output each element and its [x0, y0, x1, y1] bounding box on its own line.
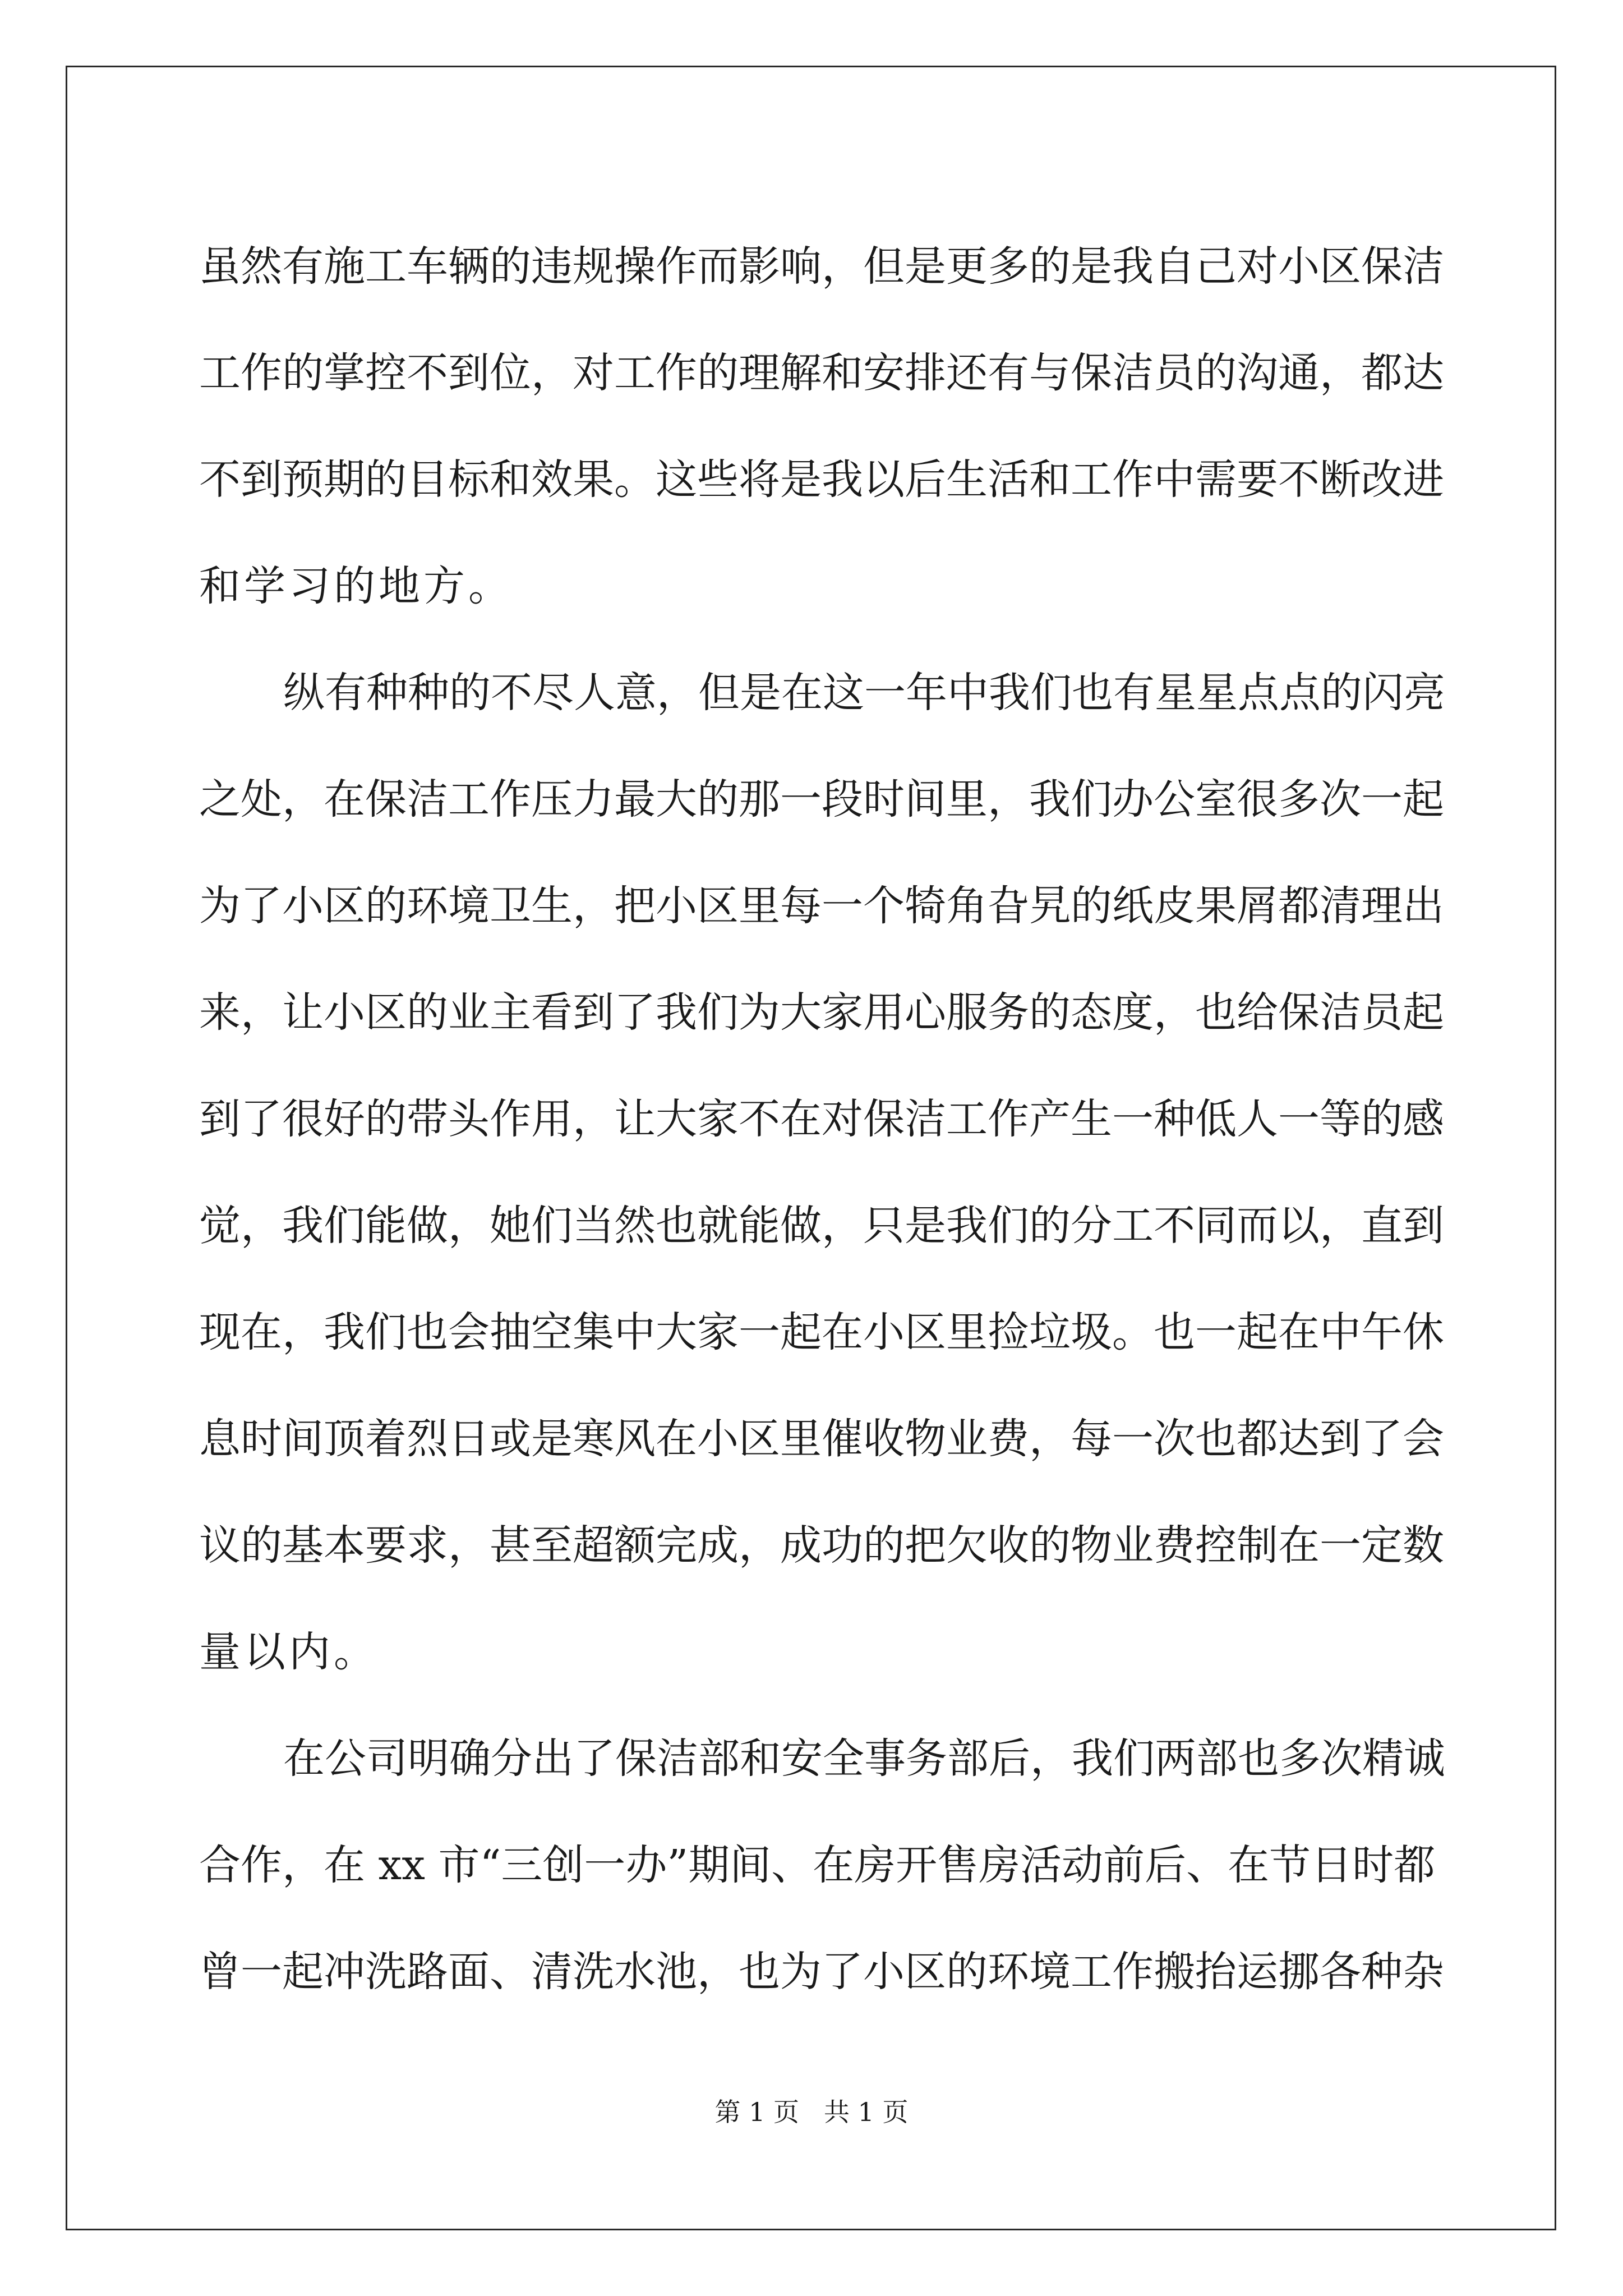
text-line: 之处，在保洁工作压力最大的那一段时间里，我们办公室很多次一起 [199, 775, 1444, 823]
text-line: 在公司明确分出了保洁部和安全事务部后，我们两部也多次精诚 [283, 1734, 1445, 1783]
page-total: 共 1 页 [823, 2097, 909, 2127]
text-line: 息时间顶着烈日或是寒风在小区里催收物业费，每一次也都达到了会 [199, 1415, 1444, 1463]
page-footer [0, 2095, 1623, 2129]
text-line: 量以内。 [199, 1628, 379, 1676]
text-line: 议的基本要求，甚至超额完成，成功的把欠收的物业费控制在一定数 [199, 1521, 1444, 1570]
text-line: 现在，我们也会抽空集中大家一起在小区里捡垃圾。也一起在中午休 [199, 1308, 1444, 1356]
text-line: 来，让小区的业主看到了我们为大家用心服务的态度，也给保洁员起 [199, 988, 1444, 1037]
document-body [199, 213, 1445, 2025]
text-line: 虽然有施工车辆的违规操作而影响，但是更多的是我自己对小区保洁 [199, 242, 1444, 291]
text-line: 曾一起冲洗路面、清洗水池，也为了小区的环境工作搬抬运挪各种杂 [199, 1948, 1444, 1996]
text-line: 觉，我们能做，她们当然也就能做，只是我们的分工不同而以，直到 [199, 1202, 1444, 1250]
text-line: 不到预期的目标和效果。这些将是我以后生活和工作中需要不断改进 [199, 455, 1444, 504]
text-line: 为了小区的环境卫生，把小区里每一个犄角旮旯的纸皮果屑都清理出 [199, 882, 1444, 930]
page-number: 第 1 页 [714, 2097, 800, 2127]
text-line: 到了很好的带头作用，让大家不在对保洁工作产生一种低人一等的感 [199, 1095, 1444, 1143]
text-line: 工作的掌控不到位，对工作的理解和安排还有与保洁员的沟通，都达 [199, 349, 1444, 397]
text-line: 合作，在 xx 市“三创一办”期间、在房开售房活动前后、在节日时都 [199, 1841, 1436, 1889]
text-line: 纵有种种的不尽人意，但是在这一年中我们也有星星点点的闪亮 [283, 669, 1445, 717]
text-line: 和学习的地方。 [199, 562, 513, 610]
